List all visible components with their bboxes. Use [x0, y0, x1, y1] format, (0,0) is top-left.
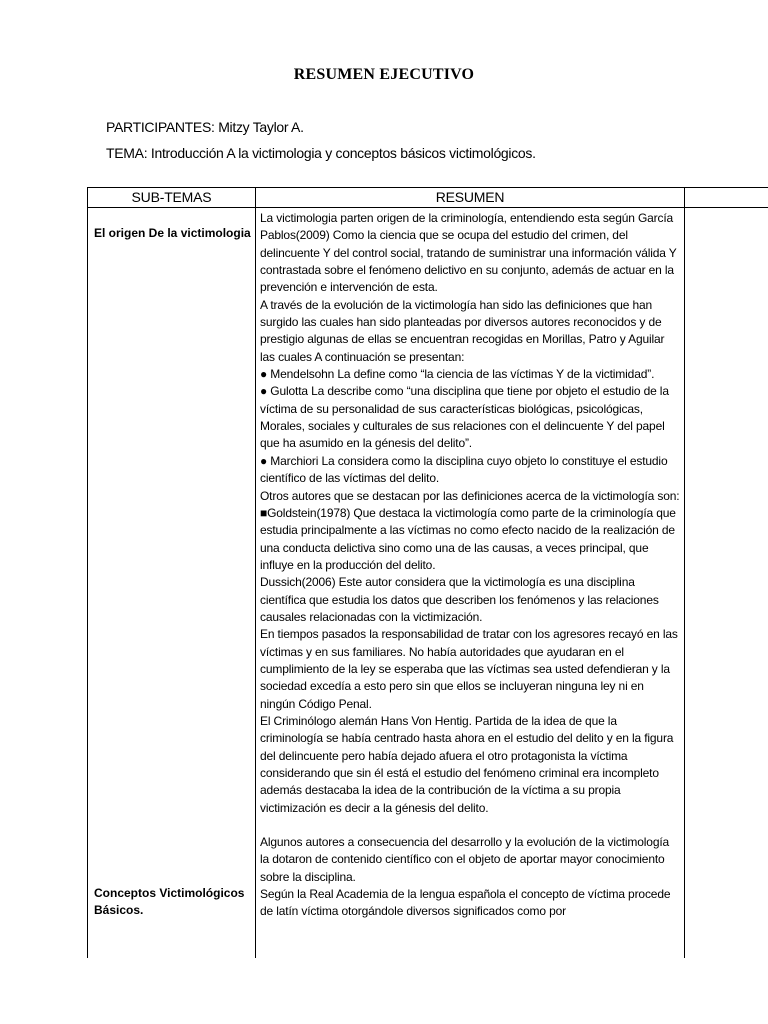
- summary-paragraph: A través de la evolución de la victimología han sido las definiciones que han surgido las cuales han sido planteadas por diversos autores reconocidos y de prestigio algunas de ellas se encuentran recogidas en Morillas, Patro y Aguilar las cuales A continuación se presentan:: [260, 297, 665, 364]
- subtopic-origin: El origen De la victimologia: [94, 226, 251, 240]
- summary-paragraph: La victimologia parten origen de la criminología, entendiendo esta según García Pablos(2009) Como la ciencia que se ocupa del estudio del crimen, del delincuente Y del control social, tratando de suministrar una información válida Y contrastada sobre el fenómeno delictivo en su conjunto, además de actuar en la prevención e intervención de esta.: [260, 211, 677, 295]
- summary-paragraph: ● Marchiori La considera como la disciplina cuyo objeto lo constituye el estudio científico de las víctimas del delito.: [260, 453, 668, 486]
- summary-table-container: [87, 187, 768, 958]
- topic-line: TEMA: Introducción A la victimologia y conceptos básicos victimológicos.: [106, 145, 536, 161]
- extra-cell: [685, 208, 768, 959]
- table-header-row: [88, 188, 768, 208]
- summary-paragraph: Dussich(2006) Este autor considera que la victimología es una disciplina científica que estudia los datos que describen los fenómenos y las relaciones causales relacionadas con la victimización.: [260, 575, 659, 624]
- document-title: RESUMEN EJECUTIVO: [293, 66, 475, 83]
- participants-line: PARTICIPANTES: Mitzy Taylor A.: [106, 119, 304, 135]
- summary-paragraph: Algunos autores a consecuencia del desarrollo y la evolución de la victimología la dotaron de contenido científico con el objeto de aportar mayor conocimiento sobre la disciplina.: [260, 835, 670, 884]
- header-subtopics: SUB-TEMAS: [88, 188, 256, 208]
- header-summary: RESUMEN: [256, 188, 685, 208]
- summary-table: [87, 187, 768, 958]
- summary-text: [256, 208, 684, 958]
- summary-cell: [256, 208, 685, 959]
- summary-paragraph: El Criminólogo alemán Hans Von Hentig. Partida de la idea de que la criminología se había centrado hasta ahora en el estudio del delito y en la figura del delincuente pero había dejado afuera el otro protagonista la víctima considerando que sin él está el estudio del fenómeno criminal era incompleto además destacaba la idea de la contribución de la víctima a su propia victimización es decir a la génesis del delito.: [260, 713, 674, 815]
- summary-paragraph: Según la Real Academia de la lengua española el concepto de víctima procede de latín víctima otorgándole diversos significados como por: [260, 887, 671, 919]
- subtopic-basic-concepts: Conceptos Victimológicos Básicos.: [94, 886, 245, 918]
- summary-paragraph: ● Mendelsohn La define como “la ciencia de las víctimas Y de la victimidad”.: [260, 367, 655, 382]
- summary-paragraph: Otros autores que se destacan por las definiciones acerca de la victimología son:: [260, 488, 680, 503]
- subtopics-cell: [88, 208, 256, 959]
- table-row: [88, 208, 768, 959]
- summary-paragraph: En tiempos pasados la responsabilidad de tratar con los agresores recayó en las víctimas y en sus familiares. No había autoridades que ayudaran en el cumplimiento de la ley se esperaba que las víctimas sea usted defendieran y la sociedad excedía a esto pero sin que ellos se incluyeran ninguna ley ni en ningún Código Penal.: [260, 627, 678, 711]
- header-extra: [685, 188, 768, 208]
- summary-paragraph: ● Gulotta La describe como “una disciplina que tiene por objeto el estudio de la víctima de su personalidad de sus características biológicas, psicológicas, Morales, sociales y culturales de sus relaciones con el delincuente Y del papel que ha asumido en la génesis del delito”.: [260, 384, 669, 451]
- summary-paragraph: ■Goldstein(1978) Que destaca la victimología como parte de la criminología que estudia principalmente a las víctimas no como efecto nacido de la realización de una conducta delictiva sino como una de las causas, a veces principal, que influye en la producción del delito.: [260, 505, 676, 572]
